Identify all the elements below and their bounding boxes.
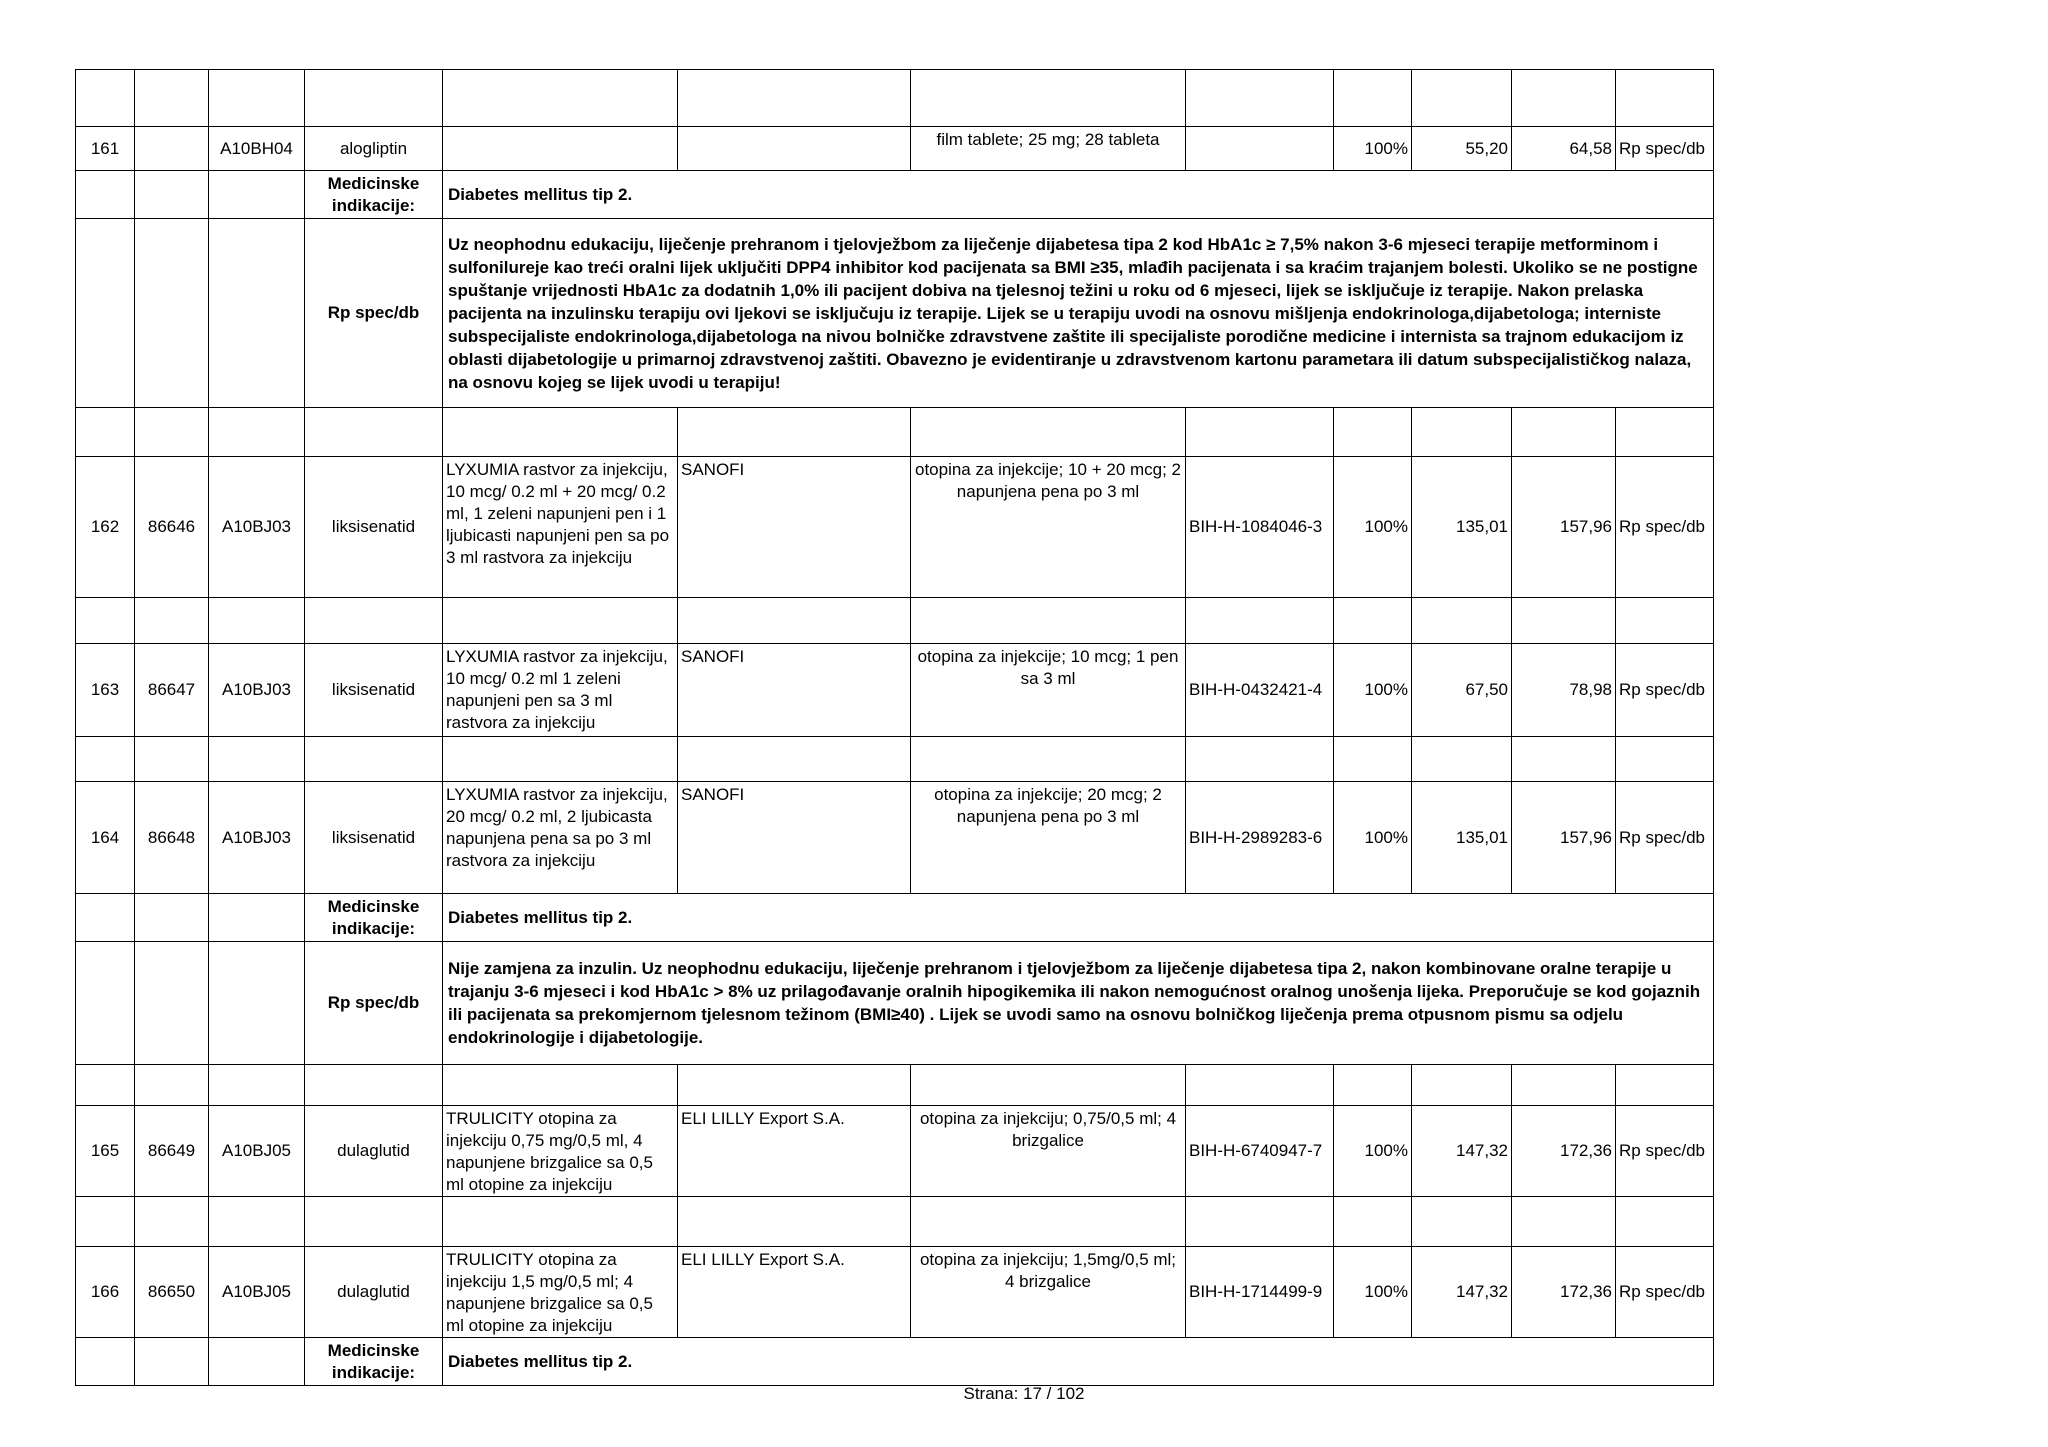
atc-code: A10BJ05 — [209, 1247, 305, 1338]
drug-code: 86646 — [135, 457, 209, 598]
price-retail: 157,96 — [1512, 457, 1616, 598]
prescription-mode: Rp spec/db — [1616, 1247, 1714, 1338]
participation-percent: 100% — [1334, 782, 1412, 894]
manufacturer: SANOFI — [678, 457, 911, 598]
indications-label: Medicinske indikacije: — [305, 171, 443, 219]
indications-label: Medicinske indikacije: — [305, 894, 443, 942]
empty-row — [76, 737, 1714, 782]
price-retail: 172,36 — [1512, 1106, 1616, 1197]
empty-row — [76, 1065, 1714, 1106]
rp-label: Rp spec/db — [305, 942, 443, 1065]
price-wholesale: 55,20 — [1412, 127, 1512, 171]
registration-number: BIH-H-0432421-4 — [1186, 644, 1334, 737]
drug-code: 86648 — [135, 782, 209, 894]
table-row — [76, 782, 1714, 894]
atc-code: A10BJ03 — [209, 782, 305, 894]
inn-name: alogliptin — [305, 127, 443, 171]
registration-number: BIH-H-1084046-3 — [1186, 457, 1334, 598]
prescription-mode: Rp spec/db — [1616, 1106, 1714, 1197]
drug-name: LYXUMIA rastvor za injekciju, 10 mcg/ 0.2 ml + 20 mcg/ 0.2 ml, 1 zeleni napunjeni pen i 1 ljubicasti napunjeni pen sa po 3 ml rastvora za injekciju — [443, 457, 678, 598]
empty-row — [76, 408, 1714, 457]
price-wholesale: 67,50 — [1412, 644, 1512, 737]
pharmaceutical-form: film tablete; 25 mg; 28 tableta — [911, 127, 1186, 171]
drug-name: TRULICITY otopina za injekciju 0,75 mg/0,5 ml, 4 napunjene brizgalice sa 0,5 ml otopine za injekciju — [443, 1106, 678, 1197]
drug-name: LYXUMIA rastvor za injekciju, 20 mcg/ 0.2 ml, 2 ljubicasta napunjena pena sa po 3 ml rastvora za injekciju — [443, 782, 678, 894]
indication-text: Diabetes mellitus tip 2. — [443, 1338, 1714, 1386]
indication-text: Diabetes mellitus tip 2. — [443, 894, 1714, 942]
indication-row — [76, 894, 1714, 942]
indication-row — [76, 171, 1714, 219]
pharmaceutical-form: otopina za injekciju; 0,75/0,5 ml; 4 brizgalice — [911, 1106, 1186, 1197]
indications-label: Medicinske indikacije: — [305, 1338, 443, 1386]
pharmaceutical-form: otopina za injekcije; 10 mcg; 1 pen sa 3 ml — [911, 644, 1186, 737]
row-number: 162 — [76, 457, 135, 598]
registration-number: BIH-H-1714499-9 — [1186, 1247, 1334, 1338]
price-wholesale: 147,32 — [1412, 1106, 1512, 1197]
row-number: 164 — [76, 782, 135, 894]
drug-code: 86647 — [135, 644, 209, 737]
drug-name — [443, 127, 678, 171]
atc-code: A10BJ03 — [209, 644, 305, 737]
row-number: 161 — [76, 127, 135, 171]
table-row — [76, 457, 1714, 598]
participation-percent: 100% — [1334, 457, 1412, 598]
inn-name: dulaglutid — [305, 1247, 443, 1338]
inn-name: liksisenatid — [305, 644, 443, 737]
drug-list-table — [75, 69, 1714, 1386]
rp-label: Rp spec/db — [305, 219, 443, 408]
pharmaceutical-form: otopina za injekcije; 20 mcg; 2 napunjena pena po 3 ml — [911, 782, 1186, 894]
rp-note-row — [76, 942, 1714, 1065]
rp-note-text: Nije zamjena za inzulin. Uz neophodnu edukaciju, liječenje prehranom i tjelovježbom za liječenje dijabetesa tipa 2, nakon kombinovane oralne terapije u trajanju 3-6 mjeseci i kod HbA1c > 8% uz prilagođavanje oralnih hipogikemika ili nakon nemogućnost oralnog unošenja lijeka. Preporučuje se kod gojaznih ili pacijenata sa prekomjernom tjelesnom težinom (BMI≥40) . Lijek se uvodi samo na osnovu bolničkog liječenja prema otpusnom pismu sa odjelu endokrinologije i dijabetologije. — [443, 942, 1714, 1065]
pharmaceutical-form: otopina za injekciju; 1,5mg/0,5 ml; 4 brizgalice — [911, 1247, 1186, 1338]
table-row — [76, 1106, 1714, 1197]
price-retail: 157,96 — [1512, 782, 1616, 894]
atc-code: A10BJ05 — [209, 1106, 305, 1197]
inn-name: liksisenatid — [305, 782, 443, 894]
participation-percent: 100% — [1334, 1106, 1412, 1197]
participation-percent: 100% — [1334, 644, 1412, 737]
drug-code — [135, 127, 209, 171]
manufacturer: ELI LILLY Export S.A. — [678, 1247, 911, 1338]
table-row — [76, 1247, 1714, 1338]
registration-number: BIH-H-2989283-6 — [1186, 782, 1334, 894]
manufacturer: ELI LILLY Export S.A. — [678, 1106, 911, 1197]
prescription-mode: Rp spec/db — [1616, 782, 1714, 894]
participation-percent: 100% — [1334, 1247, 1412, 1338]
empty-row — [76, 70, 1714, 127]
manufacturer — [678, 127, 911, 171]
inn-name: dulaglutid — [305, 1106, 443, 1197]
indication-text: Diabetes mellitus tip 2. — [443, 171, 1714, 219]
drug-name: TRULICITY otopina za injekciju 1,5 mg/0,5 ml; 4 napunjene brizgalice sa 0,5 ml otopine za injekciju — [443, 1247, 678, 1338]
registration-number — [1186, 127, 1334, 171]
participation-percent: 100% — [1334, 127, 1412, 171]
manufacturer: SANOFI — [678, 644, 911, 737]
atc-code: A10BJ03 — [209, 457, 305, 598]
registration-number: BIH-H-6740947-7 — [1186, 1106, 1334, 1197]
price-retail: 64,58 — [1512, 127, 1616, 171]
inn-name: liksisenatid — [305, 457, 443, 598]
table-row — [76, 644, 1714, 737]
row-number: 166 — [76, 1247, 135, 1338]
price-retail: 172,36 — [1512, 1247, 1616, 1338]
prescription-mode: Rp spec/db — [1616, 644, 1714, 737]
price-wholesale: 135,01 — [1412, 782, 1512, 894]
price-retail: 78,98 — [1512, 644, 1616, 737]
empty-row — [76, 598, 1714, 644]
prescription-mode: Rp spec/db — [1616, 457, 1714, 598]
price-wholesale: 147,32 — [1412, 1247, 1512, 1338]
rp-note-text: Uz neophodnu edukaciju, liječenje prehranom i tjelovježbom za liječenje dijabetesa tipa 2 kod HbA1c ≥ 7,5% nakon 3-6 mjeseci terapije metforminom i sulfonilureje kao treći oralni lijek uključiti DPP4 inhibitor kod pacijenata sa BMI ≥35, mlađih pacijenata i sa kraćim trajanjem bolesti. Ukoliko se ne postigne spuštanje vrijednosti HbA1c za dodatnih 1,0% ili pacijent dobiva na tjelesnoj težini u roku od 6 mjeseci, lijek se isključuje iz terapije. Nakon prelaska pacijenta na inzulinsku terapiju ovi ljekovi se isključuju iz terapije. Lijek se u terapiju uvodi na osnovu mišljenja endokrinologa,dijabetologa; interniste subspecijaliste endokrinologa,dijabetologa na nivou bolničke zdravstvene zaštite ili specijaliste porodične medicine i internista sa trajnom edukacijom iz oblasti dijabetologije u primarnoj zdravstvenoj zaštiti. Obavezno je evidentiranje u zdravstvenom kartonu parametara ili datum subspecijalističkog nalaza, na osnovu kojeg se lijek uvodi u terapiju! — [443, 219, 1714, 408]
row-number: 165 — [76, 1106, 135, 1197]
prescription-mode: Rp spec/db — [1616, 127, 1714, 171]
atc-code: A10BH04 — [209, 127, 305, 171]
table-row — [76, 127, 1714, 171]
pharmaceutical-form: otopina za injekcije; 10 + 20 mcg; 2 napunjena pena po 3 ml — [911, 457, 1186, 598]
drug-name: LYXUMIA rastvor za injekciju, 10 mcg/ 0.2 ml 1 zeleni napunjeni pen sa 3 ml rastvora za injekciju — [443, 644, 678, 737]
indication-row — [76, 1338, 1714, 1386]
drug-code: 86649 — [135, 1106, 209, 1197]
rp-note-row — [76, 219, 1714, 408]
row-number: 163 — [76, 644, 135, 737]
empty-row — [76, 1197, 1714, 1247]
page-number: Strana: 17 / 102 — [963, 1384, 1085, 1403]
manufacturer: SANOFI — [678, 782, 911, 894]
price-wholesale: 135,01 — [1412, 457, 1512, 598]
drug-code: 86650 — [135, 1247, 209, 1338]
